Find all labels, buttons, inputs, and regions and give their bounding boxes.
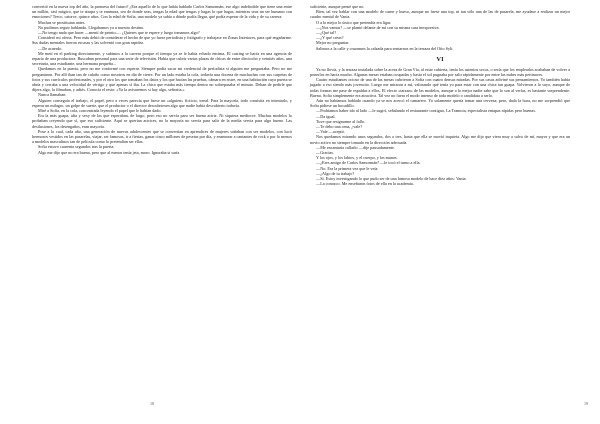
paragraph: Era la más guapa, alta y sexy de las que esperaban, de largo, pero eso no servía para ser buena actriz. Ni siquiera mediocre. Muchas modelos lo probaban creyendo que sí, que eso suficiente. Aquí se querían actrices, no la mayoría no servía para salir de la media servia para algo bueno. Las desilusiones, los desengaños, eran mayoría. (32, 113, 292, 129)
paragraph: Muchas se prostituian antes. (38, 19, 86, 25)
paragraph: Tuve que resignarme al fallo. (316, 118, 366, 124)
paragraph: Algo me dijo que no era buena, pero que al menos tenía jeta, moro. Ignoraba si saría (38, 149, 180, 155)
paragraph: —Gracias. (316, 150, 335, 156)
page-number: 18 (150, 401, 154, 406)
left-page-text (32, 4, 292, 155)
paragraph: —¡Nos vamos? —se plantó delante de mí con su misma cara inexpresiva. (316, 24, 440, 30)
paragraph: Aún no habíamos hablado cuando ya se nos acercó el camarero. Yo solamente quería tomar una cerveza; pero, dada la hora, no me sorprendió que Sofia pidiese un bocadillo. (310, 98, 570, 109)
paragraph: Nunca llamaban. (38, 92, 67, 98)
paragraph: Consideró mi oferta. Pero más debió de considerar el hecho de que yo fuese periodista y fotógrafo y trabajase en Zonas Interiores, para qué engañarme. Sus dudas mentales fueron escasas y las solventó con gran rapidez. (32, 35, 292, 46)
paragraph: Alguien conseguía el trabajo, el papel, pero a veces parecía que fuese un «alguien» ficticio, irreal. Para la mayoría, todo consistía en intentarlo, y esperar un milagro, un golpe de suerte, que el productor o el director descubriesen algo que nadie había descubierto todavía. (32, 97, 292, 108)
paragraph: No pudimos seguir hablando. Llegabamos ya a nuestro destino. (38, 24, 145, 30)
right-page-text (310, 4, 570, 187)
paragraph: —De acuerdo. (38, 45, 63, 51)
paragraph: —Podríamos haber ido al lado —le sugirí, señalando el restaurante contiguo, La Tramoia, especialista entapas rápidas pero buenas. (316, 108, 536, 114)
page-number: 19 (584, 401, 588, 406)
paragraph: —Vale —aceptó. (316, 129, 345, 135)
paragraph: Cuatro estudiantes ocioso de una de las mesas cubrieron a Sofia con cuatro densas miradas. Por sus casas adiviné sus pensamientos. Yo también había jugado a eso siendo más jovencito. Luego me miraron a mí, valorando qué tenía yo para estar con una chica tan guapa. Volvieron a lo suyo, aunque de todas formas me pase de espaldas a ellos. El efecto «tarzan» de las modelos, aunque a lo mejor nadie sabe que lo son al verlas, es bastante sorprendente. Bueno, Sofia simplemente era atractiva. Tal vez no fuera el modo intenso de toda modelo o candidata a serlo. (310, 77, 570, 98)
paragraph: —Te debo una cena, ¿vale? (316, 124, 363, 130)
paragraph: —¿Eres amigo de Carlos Samormán? —le tocó el turno a ella. (316, 160, 421, 166)
paragraph: Mejor no preguntar. (316, 40, 350, 46)
paragraph: —La conozco. Me enseñaron fotos de ella en la academia. (316, 181, 414, 187)
paragraph: Nos quedamos mirando unos segundos, dos o tres, hasta que ella se movió inquieta. Algo me dijo que viera muy a salvo de mí, mayor y que era un novio activo no siempre tomado en la dirección adecuada. (310, 134, 570, 145)
paragraph: —Me encantaría callarlo —dije pausadamente. (316, 144, 395, 150)
paragraph: —¿Algo de tu trabajo? (316, 170, 355, 176)
paragraph: Pose a lo cual, cada año, una generación de nuevas adolescentes que se convertían en aprendices de mujeres soñaban con ser modelos, con lucir hermosos vestidos en las pasarelas, viajar, ser famosas, ir a fiestas, ganar cinco millones de pesetas por día, y enamorar a cantantes de rock o por lo menos a modelos masculinos tan de película como lo pretendían ser ellas. (32, 128, 292, 145)
paragraph: —¿Y qué creas? (316, 35, 344, 41)
paragraph: suficiente, aunque pensé que no. (310, 4, 365, 9)
paragraph: Bien, tal vez hablar con una modelo de carne y hueso, aunque no fuese una top, ni tan sólo una de las de pasarela, me ayudase a realizar un mejor cuadro mental de Vania. (310, 9, 570, 20)
paragraph: —¿Qué tal? (316, 30, 337, 36)
paragraph: Ya no llovía, y la terraza instalada sobre la acera de Gran Vía, al estar cubierta, tenía los asientos secos, o sería que los empleados acababan de volver a ponerlos en hacia mucho. Algunas mesas estaban ocupadas y hasta el sol pugnaba por salir rápidamente por entre las nubes más pertinaces. (310, 66, 570, 78)
paragraph: Quedamos en la puerta, pero no me conformé con esperar. Siempre podía sacar mi credencial de periodista si alguien me preguntaba. Pero no me preguntaron. Por allí iban tan de culoño como nosotros en día de cierre. Por un lado estaba la cola, todavía una docena de muchachas con sus carpetas de fotos y sus currículos profesionales, y por el otro los que tomaban los datos y los que hacían las pruebas, cámara en ristre, en una habitación cuya puerta se abría y cerraba a una velocidad de vértigo y que apenas sí iba. La chica que estaba más tiempo dentro no sobrepasaba el minuto. Dehan de pedirle que dijera algo, la filmaban, y adiós. Conocía el resto: «Ya la avisaremos si hay algo, señorita.» (32, 66, 292, 93)
paragraph: O a lo mejor lo único que pretendía era ligar. (316, 19, 392, 25)
paragraph: Salimos a la calle y cruzamos la calzada para sentarnos en la terraza del Otto Sylt. (316, 45, 454, 51)
right-page (300, 0, 600, 424)
paragraph: Miré a Sofia, en la cola, concentrada leyendo el papel que le habían dado. (38, 108, 162, 114)
paragraph: —Da igual. (316, 113, 336, 119)
paragraph: —Sí. Estoy investigando lo que pudo ser de una famosa modelo de hace diez años: Vania. (316, 176, 467, 182)
chapter-heading: VI (436, 55, 444, 63)
paragraph: —No. Era la primera vez que le veía. (316, 165, 379, 171)
paragraph: Sofia estuvo cuarenta segundos tras la puerta. (38, 144, 115, 150)
paragraph: Me metí en el parking directamente, y subimos a la carrera porque el tiempo ya se le había echado encima. El casting se hacía en una agencia de reparto de una productora. Buscaban personal para una serie de televisión. Había que cubrir varias plazas de chicas de entre dieciocho y veintiés años, una secretaria, una estudiante, una hermana pequeña... (32, 50, 292, 67)
paragraph: —No tengo nada que hacer —mentí de pronto—. ¿Quieres que te espere y luego tomamos algo? (38, 30, 200, 36)
paragraph: convertió en la nueva top del año, la promesa del futuro? ¿Era aquello de lo que había hablado Carlos Samormán, ese algo indefinible que tiene una entre un millón, casí mágico, que te atrapa y te enamora, sea de donde seas, tengas la edad que tengas y hagas lo que hagas, mientras seas un ser humano con emociones? Treco, catorce, quince años. Con la edad de Sofia, una modelo ya sabía a dónde podía llegar, qué podía esperar de la vida y de su carrera. (32, 4, 292, 20)
paragraph: Y los ojos, y los labios, y el cuerpo, y las manos. (316, 155, 398, 161)
